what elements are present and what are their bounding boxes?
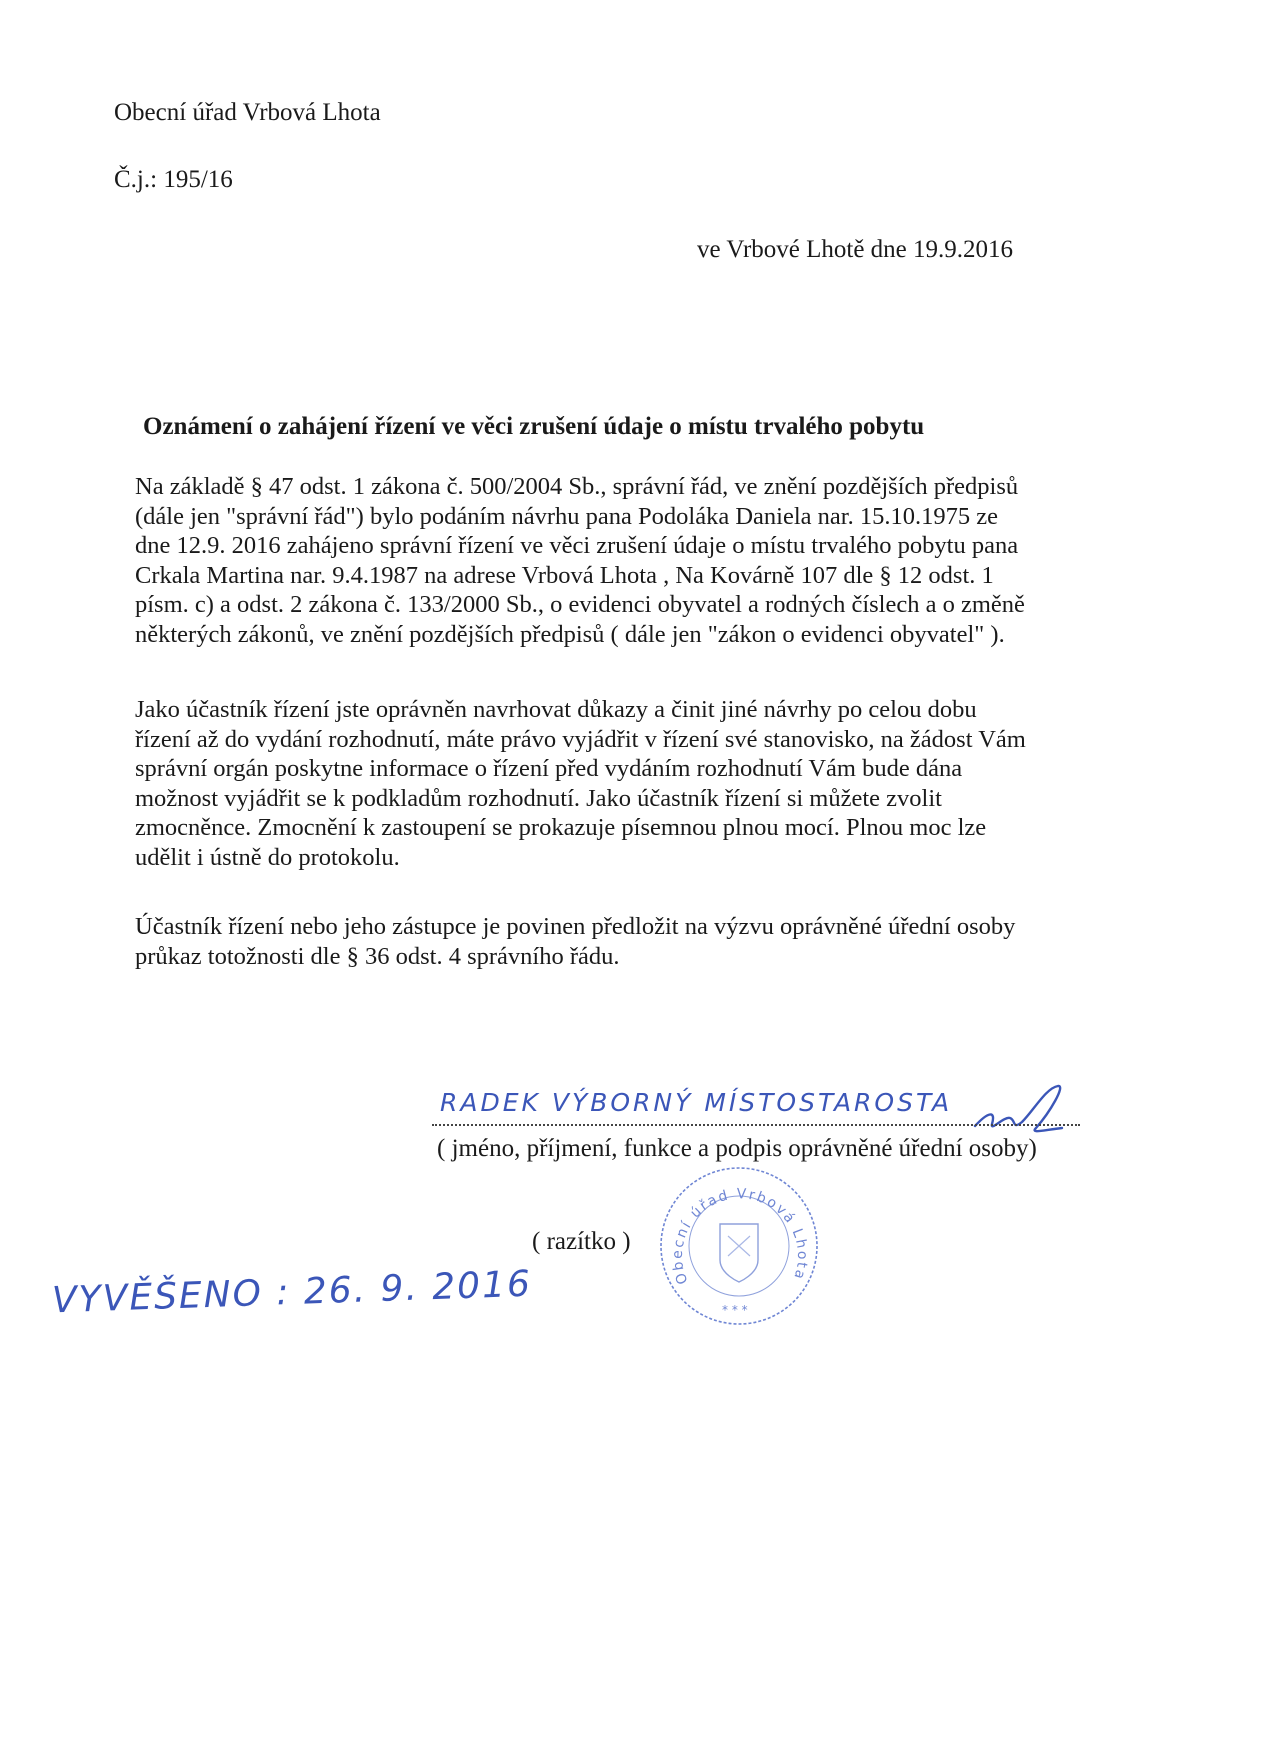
paragraph-2-line: správní orgán poskytne informace o řízení před vydáním rozhodnutí Vám bude dána (135, 755, 963, 783)
paragraph-2 (135, 695, 1135, 873)
office-name: Obecní úřad Vrbová Lhota (114, 99, 381, 126)
paragraph-2-line: udělit i ústně do protokolu. (135, 843, 400, 871)
paragraph-1-line: (dále jen "správní řád") bylo podáním návrhu pana Podoláka Daniela nar. 15.10.1975 ze (135, 502, 998, 530)
signature-dotted-line (432, 1124, 1080, 1126)
paragraph-3-line: Účastník řízení nebo jeho zástupce je povinen předložit na výzvu oprávněné úřední osoby (135, 913, 1016, 940)
stamp-text: Obecní úřad Vrbová Lhota (669, 1186, 811, 1287)
paragraph-2-line: řízení až do vydání rozhodnutí, máte právo vyjádřit v řízení své stanovisko, na žádost Vám (135, 725, 1026, 753)
place-and-date: ve Vrbové Lhotě dne 19.9.2016 (697, 236, 1014, 263)
handwritten-signer-name: RADEK VÝBORNÝ MÍSTOSTAROSTA (440, 1088, 953, 1117)
signature-scribble (970, 1082, 1070, 1138)
svg-text:* * *: * * * (722, 1303, 748, 1317)
paragraph-3 (135, 912, 1135, 971)
paragraph-1-line: Crkala Martina nar. 9.4.1987 na adrese Vrbová Lhota , Na Kovárně 107 dle § 12 odst. 1 (135, 561, 994, 589)
document-title: Oznámení o zahájení řízení ve věci zrušení údaje o místu trvalého pobytu (143, 413, 925, 440)
paragraph-1-line: písm. c) a odst. 2 zákona č. 133/2000 Sb., o evidenci obyvatel a rodných číslech a o změně (135, 591, 1025, 619)
paragraph-2-line: Jako účastník řízení jste oprávněn navrhovat důkazy a činit jiné návrhy po celou dobu (135, 696, 977, 723)
svg-text:Obecní úřad Vrbová Lhota (670, 1186, 810, 1286)
paragraph-2-line: zmocněnce. Zmocnění k zastoupení se prokazuje písemnou plnou mocí. Plnou moc lze (135, 814, 987, 842)
paragraph-1 (135, 472, 1135, 650)
paragraph-3-line: průkaz totožnosti dle § 36 odst. 4 správního řádu. (135, 942, 620, 970)
signature-caption: ( jméno, příjmení, funkce a podpis oprávněné úřední osoby) (437, 1135, 1037, 1162)
paragraph-1-line: některých zákonů, ve znění pozdějších předpisů ( dále jen "zákon o evidenci obyvatel" ). (135, 620, 1005, 648)
paragraph-1-line: dne 12.9. 2016 zahájeno správní řízení ve věci zrušení údaje o místu trvalého pobytu pana (135, 532, 1019, 560)
stamp-label: ( razítko ) (532, 1228, 631, 1255)
handwritten-posted-date: VYVĚŠENO : 26. 9. 2016 (51, 1263, 533, 1322)
office-stamp (658, 1164, 820, 1328)
paragraph-1-line: Na základě § 47 odst. 1 zákona č. 500/2004 Sb., správní řád, ve znění pozdějších předpisů (135, 473, 1019, 500)
paragraph-2-line: možnost vyjádřit se k podkladům rozhodnutí. Jako účastník řízení si můžete zvolit (135, 784, 942, 812)
reference-number: Č.j.: 195/16 (114, 166, 233, 193)
